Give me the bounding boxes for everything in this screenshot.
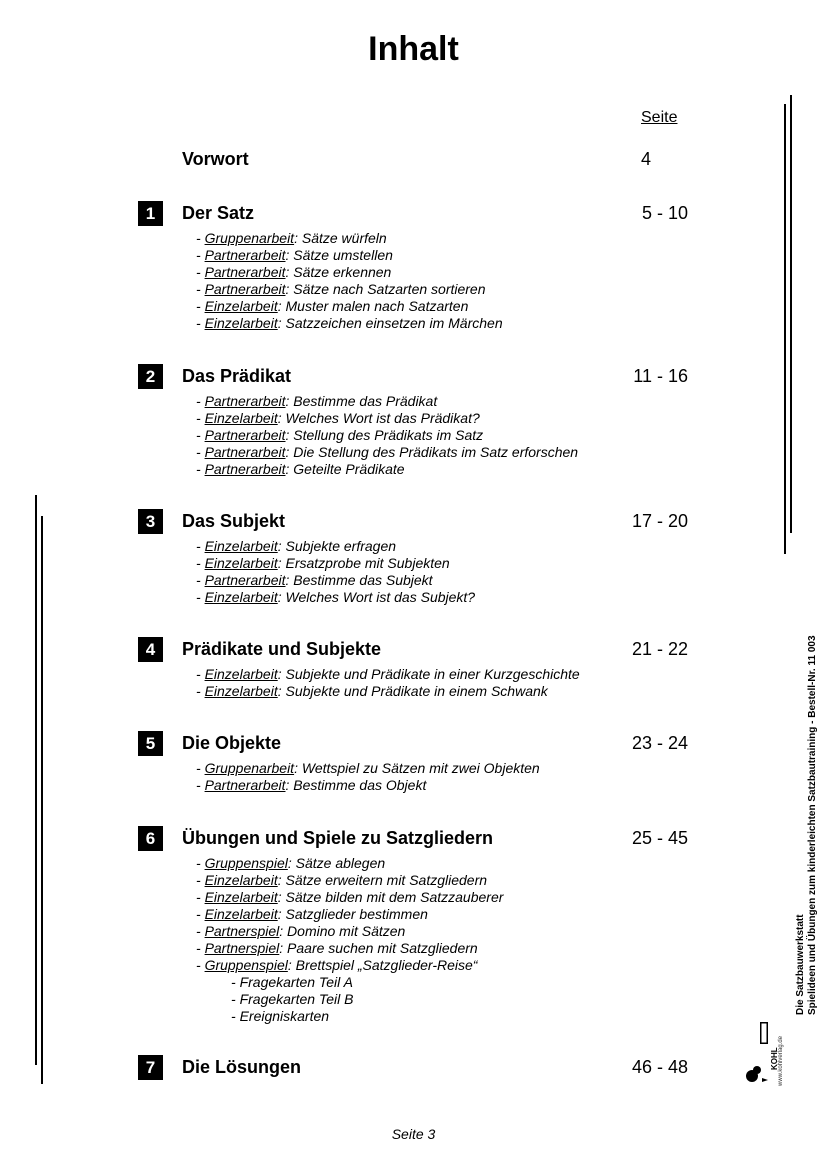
list-item: - Partnerarbeit: Bestimme das Objekt bbox=[196, 777, 427, 793]
section-item-list bbox=[196, 538, 475, 606]
item-text: : Sätze bilden mit dem Satzzauberer bbox=[277, 889, 504, 905]
section-title: Das Subjekt bbox=[182, 511, 286, 531]
work-type: Partnerarbeit bbox=[204, 461, 286, 477]
side-imprint-subtitle: Spielideen und Übungen zum kinderleichten Satzbautraining - Bestell-Nr. 11 003 bbox=[807, 635, 818, 1015]
list-item: - Einzelarbeit: Sätze bilden mit dem Satzzauberer bbox=[196, 889, 504, 905]
work-type: Partnerarbeit bbox=[204, 264, 286, 280]
list-item: - Einzelarbeit: Welches Wort ist das Prädikat? bbox=[196, 410, 480, 426]
section-title: Die Lösungen bbox=[182, 1057, 302, 1077]
work-type: Partnerarbeit bbox=[204, 444, 286, 460]
section-title: Die Objekte bbox=[182, 733, 282, 753]
work-type: Partnerarbeit bbox=[204, 572, 286, 588]
section-item-list bbox=[196, 760, 540, 794]
list-item: - Einzelarbeit: Satzglieder bestimmen bbox=[196, 906, 428, 922]
page-footer: Seite 3 bbox=[391, 1126, 436, 1142]
item-text: : Satzzeichen einsetzen im Märchen bbox=[277, 315, 503, 331]
vorwort-title: Vorwort bbox=[182, 149, 249, 169]
item-text: : Subjekte und Prädikate in einer Kurzgeschichte bbox=[277, 666, 580, 682]
list-item: - Einzelarbeit: Muster malen nach Satzarten bbox=[196, 298, 469, 314]
item-text: : Muster malen nach Satzarten bbox=[277, 298, 469, 314]
work-type: Gruppenarbeit bbox=[204, 760, 295, 776]
work-type: Einzelarbeit bbox=[204, 315, 278, 331]
list-item: - Partnerarbeit: Sätze nach Satzarten sortieren bbox=[196, 281, 486, 297]
list-item: - Partnerarbeit: Die Stellung des Prädikats im Satz erforschen bbox=[196, 444, 579, 460]
item-text: : Stellung des Prädikats im Satz bbox=[285, 427, 484, 443]
item-text: : Sätze ablegen bbox=[287, 855, 386, 871]
item-text: : Sätze erkennen bbox=[285, 264, 392, 280]
section-pages: 25 - 45 bbox=[631, 828, 688, 848]
section-number-badge: 1 bbox=[138, 201, 163, 226]
publisher-logo-icon bbox=[744, 1018, 770, 1086]
item-text: : Sätze erweitern mit Satzgliedern bbox=[277, 872, 488, 888]
work-type: Partnerarbeit bbox=[204, 393, 286, 409]
section-item-list bbox=[196, 230, 503, 332]
section-number-badge: 3 bbox=[138, 509, 163, 534]
list-item: - Einzelarbeit: Welches Wort ist das Subjekt? bbox=[196, 589, 476, 605]
work-type: Einzelarbeit bbox=[204, 298, 278, 314]
section-title: Der Satz bbox=[182, 203, 255, 223]
work-type: Einzelarbeit bbox=[204, 538, 278, 554]
work-type: Partnerarbeit bbox=[204, 247, 286, 263]
list-item: - Einzelarbeit: Ersatzprobe mit Subjekten bbox=[196, 555, 450, 571]
item-text: : Welches Wort ist das Prädikat? bbox=[277, 410, 480, 426]
work-type: Partnerarbeit bbox=[204, 281, 286, 297]
list-item: - Partnerspiel: Domino mit Sätzen bbox=[196, 923, 406, 939]
item-text: : Sätze würfeln bbox=[294, 230, 387, 246]
list-item: - Gruppenspiel: Sätze ablegen bbox=[196, 855, 386, 871]
list-item: - Partnerarbeit: Bestimme das Prädikat bbox=[196, 393, 438, 409]
work-type: Einzelarbeit bbox=[204, 872, 278, 888]
item-text: : Bestimme das Objekt bbox=[285, 777, 427, 793]
item-text: Ereigniskarten bbox=[239, 1008, 330, 1024]
work-type: Einzelarbeit bbox=[204, 906, 278, 922]
list-item: - Einzelarbeit: Subjekte und Prädikate in einer Kurzgeschichte bbox=[196, 666, 580, 682]
item-text: : Sätze nach Satzarten sortieren bbox=[285, 281, 486, 297]
item-text: : Sätze umstellen bbox=[285, 247, 393, 263]
publisher-website: www.kohlverlag.de bbox=[778, 1035, 784, 1086]
item-text: Fragekarten Teil A bbox=[239, 974, 353, 990]
section-title: Das Prädikat bbox=[182, 366, 292, 386]
list-item: - Partnerspiel: Paare suchen mit Satzgliedern bbox=[196, 940, 478, 956]
publisher-name: KOHL bbox=[770, 1047, 779, 1070]
page-column-header: Seite bbox=[641, 109, 678, 126]
item-text: : Ersatzprobe mit Subjekten bbox=[277, 555, 450, 571]
list-item: - Partnerarbeit: Sätze erkennen bbox=[196, 264, 392, 280]
work-type: Partnerspiel bbox=[204, 923, 280, 939]
work-type: Einzelarbeit bbox=[204, 683, 278, 699]
item-text: : Welches Wort ist das Subjekt? bbox=[277, 589, 476, 605]
item-text: : Domino mit Sätzen bbox=[279, 923, 406, 939]
item-text: : Wettspiel zu Sätzen mit zwei Objekten bbox=[294, 760, 540, 776]
work-type: Einzelarbeit bbox=[204, 889, 278, 905]
section-item-list bbox=[196, 666, 580, 700]
work-type: Partnerspiel bbox=[204, 940, 280, 956]
item-text: : Satzglieder bestimmen bbox=[277, 906, 428, 922]
list-item: - Partnerarbeit: Stellung des Prädikats im Satz bbox=[196, 427, 484, 443]
list-item: - Gruppenspiel: Brettspiel „Satzglieder-Reise“ bbox=[196, 957, 478, 973]
work-type: Partnerarbeit bbox=[204, 427, 286, 443]
work-type: Gruppenspiel bbox=[204, 957, 288, 973]
list-item: - Gruppenarbeit: Sätze würfeln bbox=[196, 230, 387, 246]
list-item: - Fragekarten Teil B bbox=[231, 991, 354, 1007]
section-item-list bbox=[196, 393, 578, 478]
work-type: Einzelarbeit bbox=[204, 555, 278, 571]
section-pages: 17 - 20 bbox=[631, 511, 688, 531]
right-margin-line-inner bbox=[790, 95, 792, 533]
item-text: : Die Stellung des Prädikats im Satz erforschen bbox=[285, 444, 579, 460]
section-pages: 46 - 48 bbox=[631, 1057, 688, 1077]
section-number-badge: 2 bbox=[138, 364, 163, 389]
item-text: : Subjekte und Prädikate in einem Schwank bbox=[277, 683, 548, 699]
item-text: : Bestimme das Subjekt bbox=[285, 572, 433, 588]
section-pages: 5 - 10 bbox=[641, 203, 688, 223]
section-number-badge: 6 bbox=[138, 826, 163, 851]
list-item: - Fragekarten Teil A bbox=[231, 974, 353, 990]
list-item: - Partnerarbeit: Geteilte Prädikate bbox=[196, 461, 405, 477]
work-type: Einzelarbeit bbox=[204, 410, 278, 426]
vorwort-page: 4 bbox=[641, 149, 652, 169]
list-item: - Partnerarbeit: Sätze umstellen bbox=[196, 247, 393, 263]
list-item: - Gruppenarbeit: Wettspiel zu Sätzen mit zwei Objekten bbox=[196, 760, 540, 776]
side-imprint bbox=[795, 635, 819, 1015]
section-item-list bbox=[196, 855, 503, 1025]
section-title: Übungen und Spiele zu Satzgliedern bbox=[182, 828, 494, 848]
right-margin-line-outer bbox=[784, 104, 786, 554]
item-text: : Subjekte erfragen bbox=[277, 538, 397, 554]
item-text: : Paare suchen mit Satzgliedern bbox=[279, 940, 478, 956]
section-pages: 23 - 24 bbox=[631, 733, 688, 753]
work-type: Gruppenspiel bbox=[204, 855, 288, 871]
list-item: - Ereigniskarten bbox=[231, 1008, 330, 1024]
list-item: - Einzelarbeit: Satzzeichen einsetzen im Märchen bbox=[196, 315, 503, 331]
side-imprint-title: Die Satzbauwerkstatt bbox=[795, 914, 806, 1015]
work-type: Gruppenarbeit bbox=[204, 230, 295, 246]
item-text: : Brettspiel „Satzglieder-Reise“ bbox=[287, 957, 478, 973]
section-number-badge: 5 bbox=[138, 731, 163, 756]
work-type: Partnerarbeit bbox=[204, 777, 286, 793]
section-number-badge: 4 bbox=[138, 637, 163, 662]
list-item: - Einzelarbeit: Sätze erweitern mit Satzgliedern bbox=[196, 872, 488, 888]
list-item: - Einzelarbeit: Subjekte erfragen bbox=[196, 538, 397, 554]
section-title: Prädikate und Subjekte bbox=[182, 639, 382, 659]
list-item: - Partnerarbeit: Bestimme das Subjekt bbox=[196, 572, 433, 588]
item-text: Fragekarten Teil B bbox=[239, 991, 354, 1007]
work-type: Einzelarbeit bbox=[204, 666, 278, 682]
section-number-badge: 7 bbox=[138, 1055, 163, 1080]
section-pages: 11 - 16 bbox=[633, 366, 688, 386]
page-title: Inhalt bbox=[368, 30, 459, 68]
item-text: : Geteilte Prädikate bbox=[285, 461, 405, 477]
work-type: Einzelarbeit bbox=[204, 589, 278, 605]
item-text: : Bestimme das Prädikat bbox=[285, 393, 438, 409]
list-item: - Einzelarbeit: Subjekte und Prädikate in einem Schwank bbox=[196, 683, 548, 699]
section-pages: 21 - 22 bbox=[631, 639, 688, 659]
left-margin-line-outer bbox=[35, 495, 37, 1065]
left-margin-line-inner bbox=[41, 516, 43, 1084]
